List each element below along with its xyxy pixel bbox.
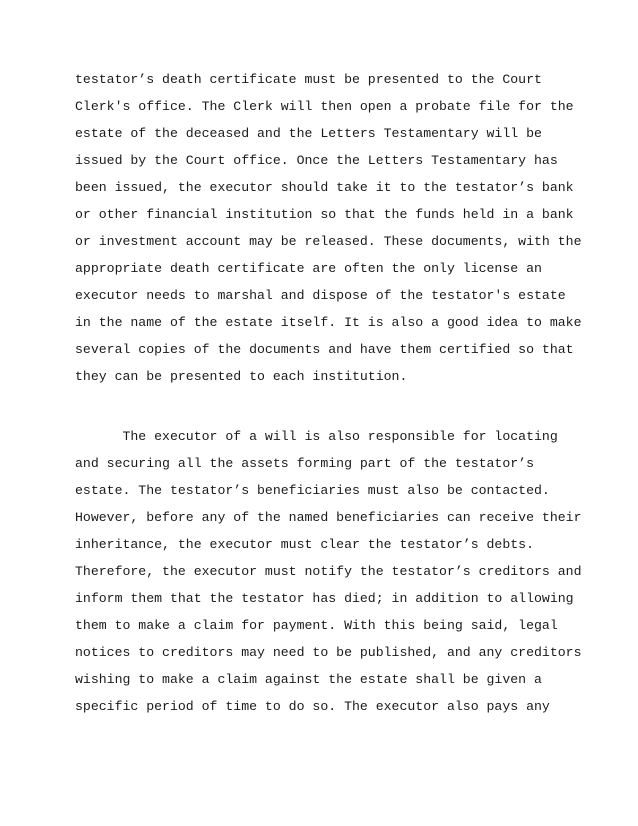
text-line: estate. The testator’s beneficiaries must also be contacted. <box>75 483 550 498</box>
text-line: The executor of a will is also responsible for locating <box>75 429 558 444</box>
text-line: they can be presented to each institution. <box>75 369 408 384</box>
text-line: been issued, the executor should take it to the testator’s bank <box>75 180 574 195</box>
paragraph-1 <box>75 70 582 394</box>
text-line: wishing to make a claim against the estate shall be given a <box>75 672 542 687</box>
text-line: issued by the Court office. Once the Letters Testamentary has <box>75 153 558 168</box>
text-line: several copies of the documents and have them certified so that <box>75 342 574 357</box>
paragraph-2 <box>75 427 582 724</box>
text-line: inheritance, the executor must clear the testator’s debts. <box>75 537 534 552</box>
text-line: appropriate death certificate are often the only license an <box>75 261 542 276</box>
text-line: Therefore, the executor must notify the testator’s creditors and <box>75 564 582 579</box>
text-line: specific period of time to do so. The executor also pays any <box>75 699 550 714</box>
text-line: them to make a claim for payment. With this being said, legal <box>75 618 558 633</box>
text-line: inform them that the testator has died; in addition to allowing <box>75 591 574 606</box>
text-line: notices to creditors may need to be published, and any creditors <box>75 645 582 660</box>
text-line: and securing all the assets forming part of the testator’s <box>75 456 534 471</box>
text-line: or investment account may be released. These documents, with the <box>75 234 582 249</box>
text-line: executor needs to marshal and dispose of the testator's estate <box>75 288 566 303</box>
text-line: testator’s death certificate must be presented to the Court <box>75 72 542 87</box>
text-line: However, before any of the named beneficiaries can receive their <box>75 510 582 525</box>
text-line: or other financial institution so that the funds held in a bank <box>75 207 574 222</box>
text-line: Clerk's office. The Clerk will then open a probate file for the <box>75 99 574 114</box>
text-line: in the name of the estate itself. It is also a good idea to make <box>75 315 582 330</box>
text-line: estate of the deceased and the Letters Testamentary will be <box>75 126 542 141</box>
